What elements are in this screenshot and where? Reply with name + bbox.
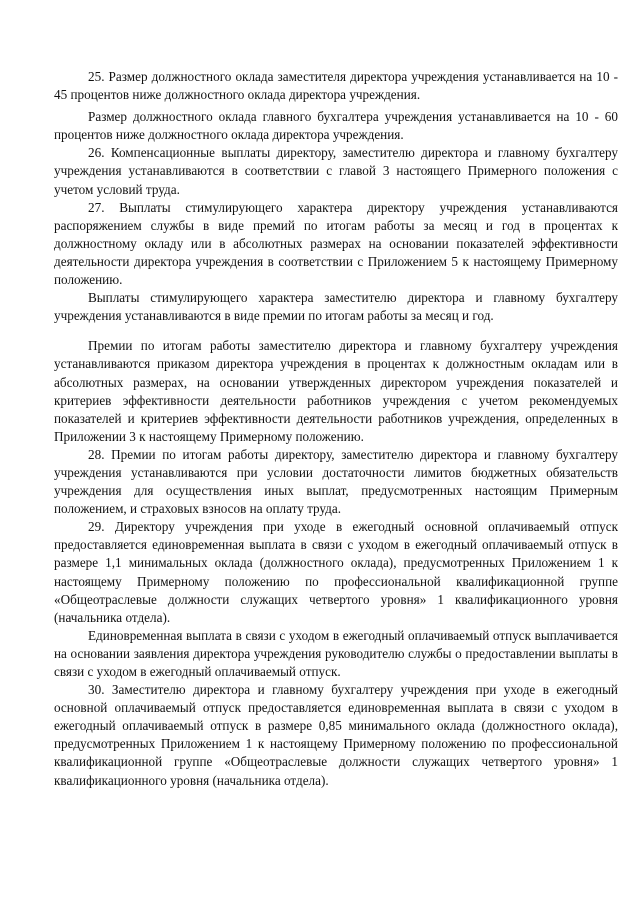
paragraph-27-deputy-incentives: Выплаты стимулирующего характера заместителю директора и главному бухгалтеру учреждения устанавливаются в виде премии по итогам работы за месяц и год. <box>54 290 618 324</box>
paragraph-29-director-vacation: 29. Директору учреждения при уходе в ежегодный основной оплачиваемый отпуск предоставляется единовременная выплата в связи с уходом в ежегодный оплачиваемый отпуск в размере 1,1 минимальных оклада (должностного оклада), предусмотренных Приложением 1 к настоящему Примерному положению по профессиональной квалификационной группе «Общеотраслевые должности служащих четвертого уровня» 1 квалификационного уровня (начальника отдела). <box>54 519 618 625</box>
paragraph-25-deputy-salary: 25. Размер должностного оклада заместителя директора учреждения устанавливается на 10 - 45 процентов ниже должностного оклада директора учреждения. <box>54 69 618 103</box>
paragraph-30-deputy-vacation: 30. Заместителю директора и главному бухгалтеру учреждения при уходе в ежегодный основной оплачиваемый отпуск предоставляется единовременная выплата в связи с уходом в ежегодный оплачиваемый отпуск в размере 0,85 минимального оклада (должностного оклада), предусмотренных Приложением 1 к настоящему Примерному положению по профессиональной квалификационной группе «Общеотраслевые должности служащих четвертого уровня» 1 квалификационного уровня (начальника отдела). <box>54 682 618 788</box>
paragraph-25-accountant-salary: Размер должностного оклада главного бухгалтера учреждения устанавливается на 10 - 60 процентов ниже должностного оклада директора учреждения. <box>54 109 618 143</box>
paragraph-27-bonus-order: Премии по итогам работы заместителю директора и главному бухгалтеру учреждения устанавливаются приказом директора учреждения в процентах к должностным окладам или в абсолютных размерах, на основании утвержденных директором учреждения показателей и критериев эффективности деятельности работников учреждения с учетом рекомендуемых показателей и критериев эффективности деятельности работников учреждения, определенных в Приложении 3 к настоящему Примерному положению. <box>54 338 618 444</box>
paragraph-29-vacation-payment: Единовременная выплата в связи с уходом в ежегодный оплачиваемый отпуск выплачивается на основании заявления директора учреждения руководителю службы о предоставлении выплаты в связи с уходом в ежегодный оплачиваемый отпуск. <box>54 627 618 679</box>
paragraph-28-bonus-conditions: 28. Премии по итогам работы директору, заместителю директора и главному бухгалтеру учреждения устанавливаются при условии достаточности лимитов бюджетных обязательств учреждения для осуществления иных выплат, предусмотренных настоящим Примерным положением, и страховых взносов на оплату труда. <box>54 446 618 517</box>
paragraph-27-director-incentives: 27. Выплаты стимулирующего характера директору учреждения устанавливаются распоряжением службы в виде премий по итогам работы за месяц и год в процентах к должностному окладу или в абсолютных размерах на основании показателей эффективности деятельности директора учреждения в соответствии с Приложением 5 к настоящему Примерному положению. <box>54 199 618 288</box>
paragraph-26-compensation: 26. Компенсационные выплаты директору, заместителю директора и главному бухгалтеру учреждения устанавливаются в соответствии с главой 3 настоящего Примерного положения с учетом условий труда. <box>54 145 618 197</box>
